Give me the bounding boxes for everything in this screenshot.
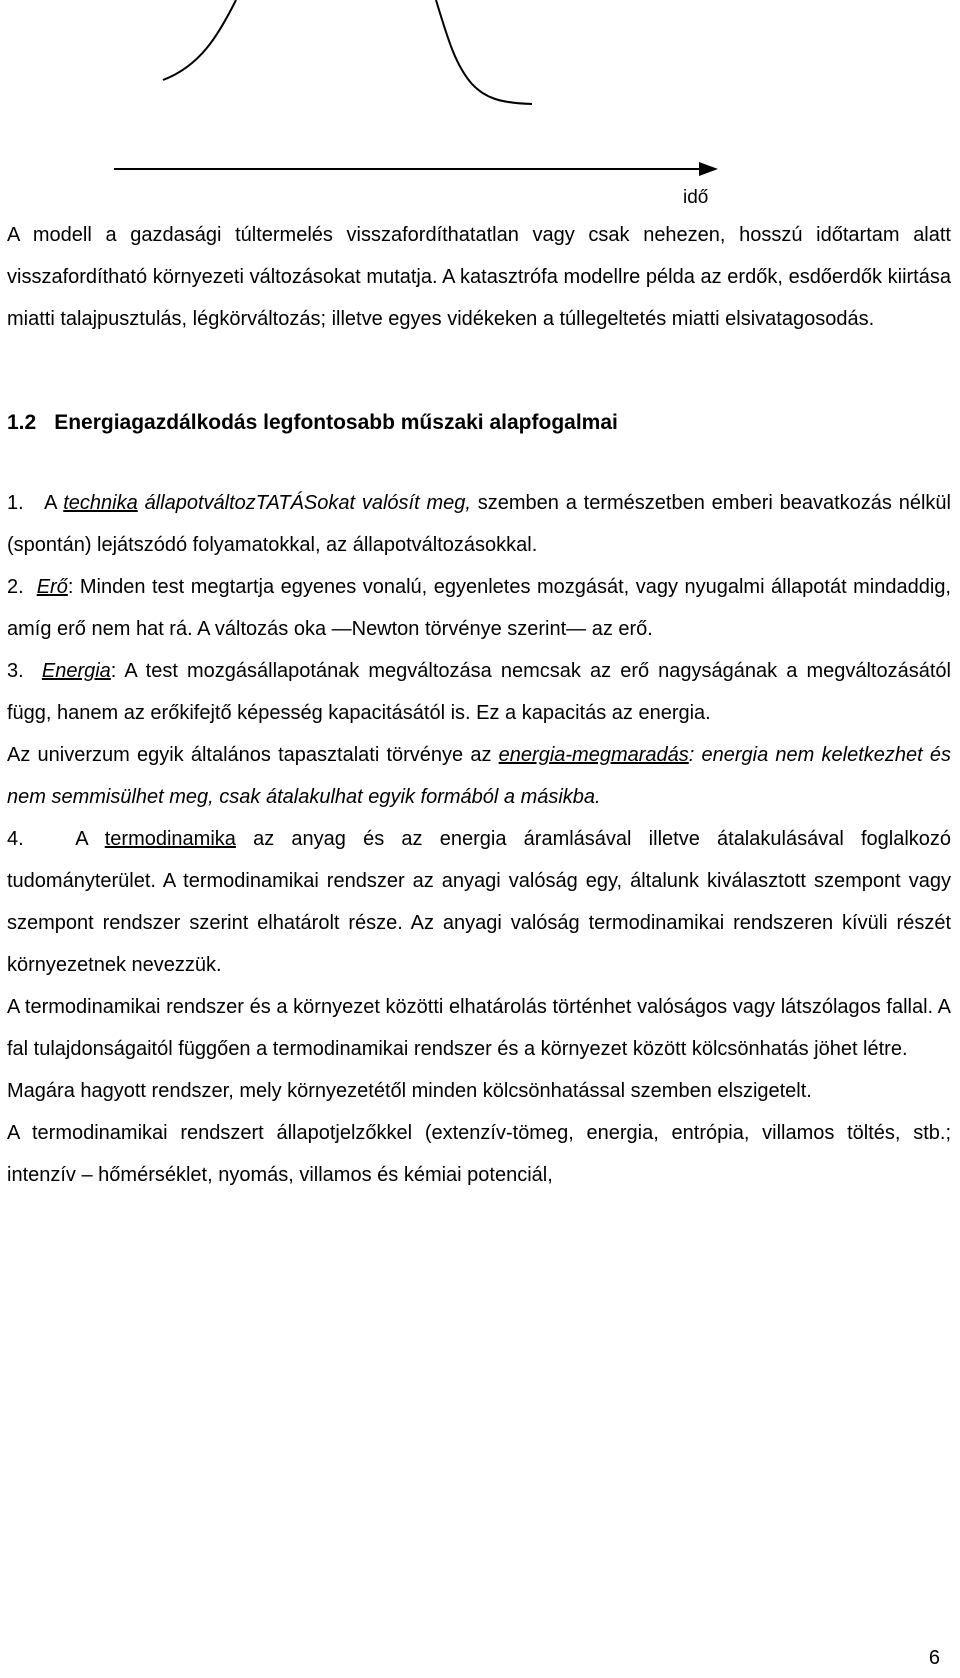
item-3-term: Energia — [41, 660, 111, 682]
item-1-text: szemben a természetben emberi beavatkozás nélkül (spontán) lejátszódó folyamatokkal, az állapotváltozásokkal. — [7, 492, 951, 556]
item-1-number: 1. — [7, 492, 24, 514]
bell-curve — [160, 0, 278, 113]
section-heading — [7, 402, 951, 444]
time-axis-label: idő — [683, 187, 709, 208]
curve-falling-edge — [436, 0, 532, 104]
item-3-paragraph — [7, 650, 951, 734]
item-4-text: az anyag és az energia áramlásával illetve átalakulásával foglalkozó tudományterület. A termodinamikai rendszer az anyagi valóság egy, általunk kiválasztott szempont vagy szempont rendszer szerint elhatárolt része. Az anyagi valóság termodinamikai rendszeren kívüli részét környezetnek nevezzük. — [7, 828, 952, 976]
boundary-paragraph: A termodinamikai rendszer és a környezet közötti elhatárolás történhet valóságos vagy látszólagos fallal. A fal tulajdonságaitól függően a termodinamikai rendszer és a környezet között kölcsönhatás jöhet létre. — [7, 996, 951, 1060]
isolated-system-paragraph: Magára hagyott rendszer, mely környezetétől minden kölcsönhatással szemben elszigetelt. — [7, 1080, 812, 1102]
item-2-term: Erő — [36, 576, 68, 598]
item-4-number: 4. — [7, 828, 24, 850]
item-1-term: technika — [63, 492, 138, 514]
item-2-paragraph — [7, 566, 951, 650]
item-1-italic: állapotváltozTATÁSokat valósít meg, — [144, 492, 471, 514]
document-body — [7, 214, 951, 1196]
section-title: Energiagazdálkodás legfontosabb műszaki alapfogalmai — [54, 411, 618, 434]
conservation-term: energia-megmaradás — [498, 744, 689, 766]
item-1-lead: A — [44, 492, 57, 514]
conservation-lead: Az univerzum egyik általános tapasztalati törvénye az — [7, 744, 492, 766]
page-number: 6 — [928, 1647, 940, 1669]
conservation-statement: : energia nem keletkezhet és nem semmisülhet meg, csak átalakulhat egyik formából a másikba. — [7, 744, 952, 808]
state-variables-paragraph: A termodinamikai rendszert állapotjelzőkkel (extenzív-tömeg, energia, entrópia, villamos töltés, stb.; intenzív – hőmérséklet, nyomás, villamos és kémiai potenciál, — [7, 1122, 951, 1186]
item-2-number: 2. — [7, 576, 24, 598]
item-3-text: : A test mozgásállapotának megváltozása nemcsak az erő nagyságának a megváltozásától függ, hanem az erőkifejtő képesség kapacitásától is. Ez a kapacitás az energia. — [7, 660, 951, 724]
item-4-paragraph — [7, 818, 951, 986]
intro-paragraph: A modell a gazdasági túltermelés visszafordíthatatlan vagy csak nehezen, hosszú időtartam alatt visszafordítható környezeti változásokat mutatja. A katasztrófa modellre példa az erdők, esdőerdők kiirtása miatti talajpusztulás, légkörváltozás; illetve egyes vidékeken a túllegeltetés miatti elsivatagosodás. — [7, 224, 951, 330]
time-curve-figure — [0, 0, 960, 210]
item-1-paragraph — [7, 482, 951, 566]
item-3-number: 3. — [7, 660, 24, 682]
time-axis-arrowhead — [699, 162, 718, 176]
item-4-term: termodinamika — [104, 828, 236, 850]
curve-rising-edge — [163, 0, 236, 80]
section-number: 1.2 — [7, 411, 37, 434]
conservation-paragraph — [7, 734, 951, 818]
item-2-text: : Minden test megtartja egyenes vonalú, egyenletes mozgását, vagy nyugalmi állapotát mindaddig, amíg erő nem hat rá. A változás oka —Newton törvénye szerint— az erő. — [7, 576, 951, 640]
item-4-lead: A — [75, 828, 88, 850]
